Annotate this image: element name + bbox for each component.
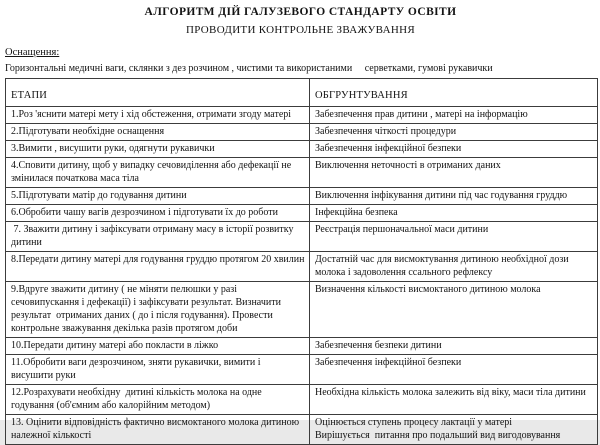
etap-cell: 6.Обробити чашу вагів дезрозчином і підготувати їх до роботи: [6, 205, 310, 222]
equipment-text: Горизонтальні медичні ваги, склянки з дез розчином , чистими та використаними серветками, гумові рукавички: [5, 63, 493, 74]
etap-cell: 13. Оцінити відповідність фактично висмоктаного молока дитиною належної кількості: [6, 415, 310, 445]
table-row: [6, 124, 598, 141]
obgr-cell: Забезпечення інфекційної безпеки: [310, 141, 598, 158]
table-row: [6, 158, 598, 188]
obgr-cell: Забезпечення інфекційної безпеки: [310, 355, 598, 385]
etap-cell: 2.Підготувати необхідне оснащення: [6, 124, 310, 141]
equipment-section: [5, 37, 596, 75]
etap-cell: 11.Обробити ваги дезрозчином, зняти рукавички, вимити і висушити руки: [6, 355, 310, 385]
document-subtitle: ПРОВОДИТИ КОНТРОЛЬНЕ ЗВАЖУВАННЯ: [186, 24, 415, 36]
etap-cell: 1.Роз 'яснити матері мету і хід обстеження, отримати згоду матері: [6, 107, 310, 124]
etap-cell: 9.Вдруге зважити дитину ( не міняти пелюшки у разі сечовипускання і дефекації) і зафіксувати результат. Визначити результат отриманих даних ( до і після годування). Провести контрольне зважування декілька разів протягом доби: [6, 282, 310, 338]
table-header-row: [6, 79, 598, 107]
obgr-cell: Виключення неточності в отриманих даних: [310, 158, 598, 188]
table-row: [6, 385, 598, 415]
etap-cell: 12.Розрахувати необхідну дитині кількість молока на одне годування (об'ємним або калорійним методом): [6, 385, 310, 415]
etap-cell: 7. Зважити дитину і зафіксувати отриману масу в історії розвитку дитини: [6, 222, 310, 252]
obgr-cell: Забезпечення прав дитини , матері на інформацію: [310, 107, 598, 124]
table-row: [6, 188, 598, 205]
table-row: [6, 282, 598, 338]
obgr-cell: Виключення інфікування дитини під час годування груддю: [310, 188, 598, 205]
etap-cell: 5.Підготувати матір до годування дитини: [6, 188, 310, 205]
equipment-label: Оснащення:: [5, 47, 60, 58]
table-row: [6, 222, 598, 252]
table-row: [6, 252, 598, 282]
obgr-cell: Інфекційна безпека: [310, 205, 598, 222]
obgr-cell: Реєстрація першоначальної маси дитини: [310, 222, 598, 252]
table-row: [6, 415, 598, 445]
obgr-cell: Забезпечення чіткості процедури: [310, 124, 598, 141]
header-etapy: ЕТАПИ: [6, 79, 310, 107]
table-row: [6, 355, 598, 385]
table-row: [6, 205, 598, 222]
obgr-cell: Оцінюється ступень процесу лактації у матері Вирішується питання про подальший вид вигодовування: [310, 415, 598, 445]
etap-cell: 3.Вимити , висушити руки, одягнути рукавички: [6, 141, 310, 158]
table-row: [6, 107, 598, 124]
document-title: АЛГОРИТМ ДІЙ ГАЛУЗЕВОГО СТАНДАРТУ ОСВІТИ: [144, 6, 457, 18]
procedure-table: [5, 78, 598, 445]
etap-cell: 8.Передати дитину матері для годування груддю протягом 20 хвилин: [6, 252, 310, 282]
table-row: [6, 338, 598, 355]
table-row: [6, 141, 598, 158]
obgr-cell: Визначення кількості висмоктаного дитиною молока: [310, 282, 598, 338]
etap-cell: 4.Сповити дитину, щоб у випадку сечовиділення або дефекації не змінилася початкова маса тіла: [6, 158, 310, 188]
etap-cell: 10.Передати дитину матері або покласти в ліжко: [6, 338, 310, 355]
obgr-cell: Забезпечення безпеки дитини: [310, 338, 598, 355]
header-obgruntuvannia: ОБГРУНТУВАННЯ: [310, 79, 598, 107]
obgr-cell: Необхідна кількість молока залежить від віку, маси тіла дитини: [310, 385, 598, 415]
obgr-cell: Достатній час для висмоктування дитиною необхідної дози молока і задоволення ссального рефлексу: [310, 252, 598, 282]
